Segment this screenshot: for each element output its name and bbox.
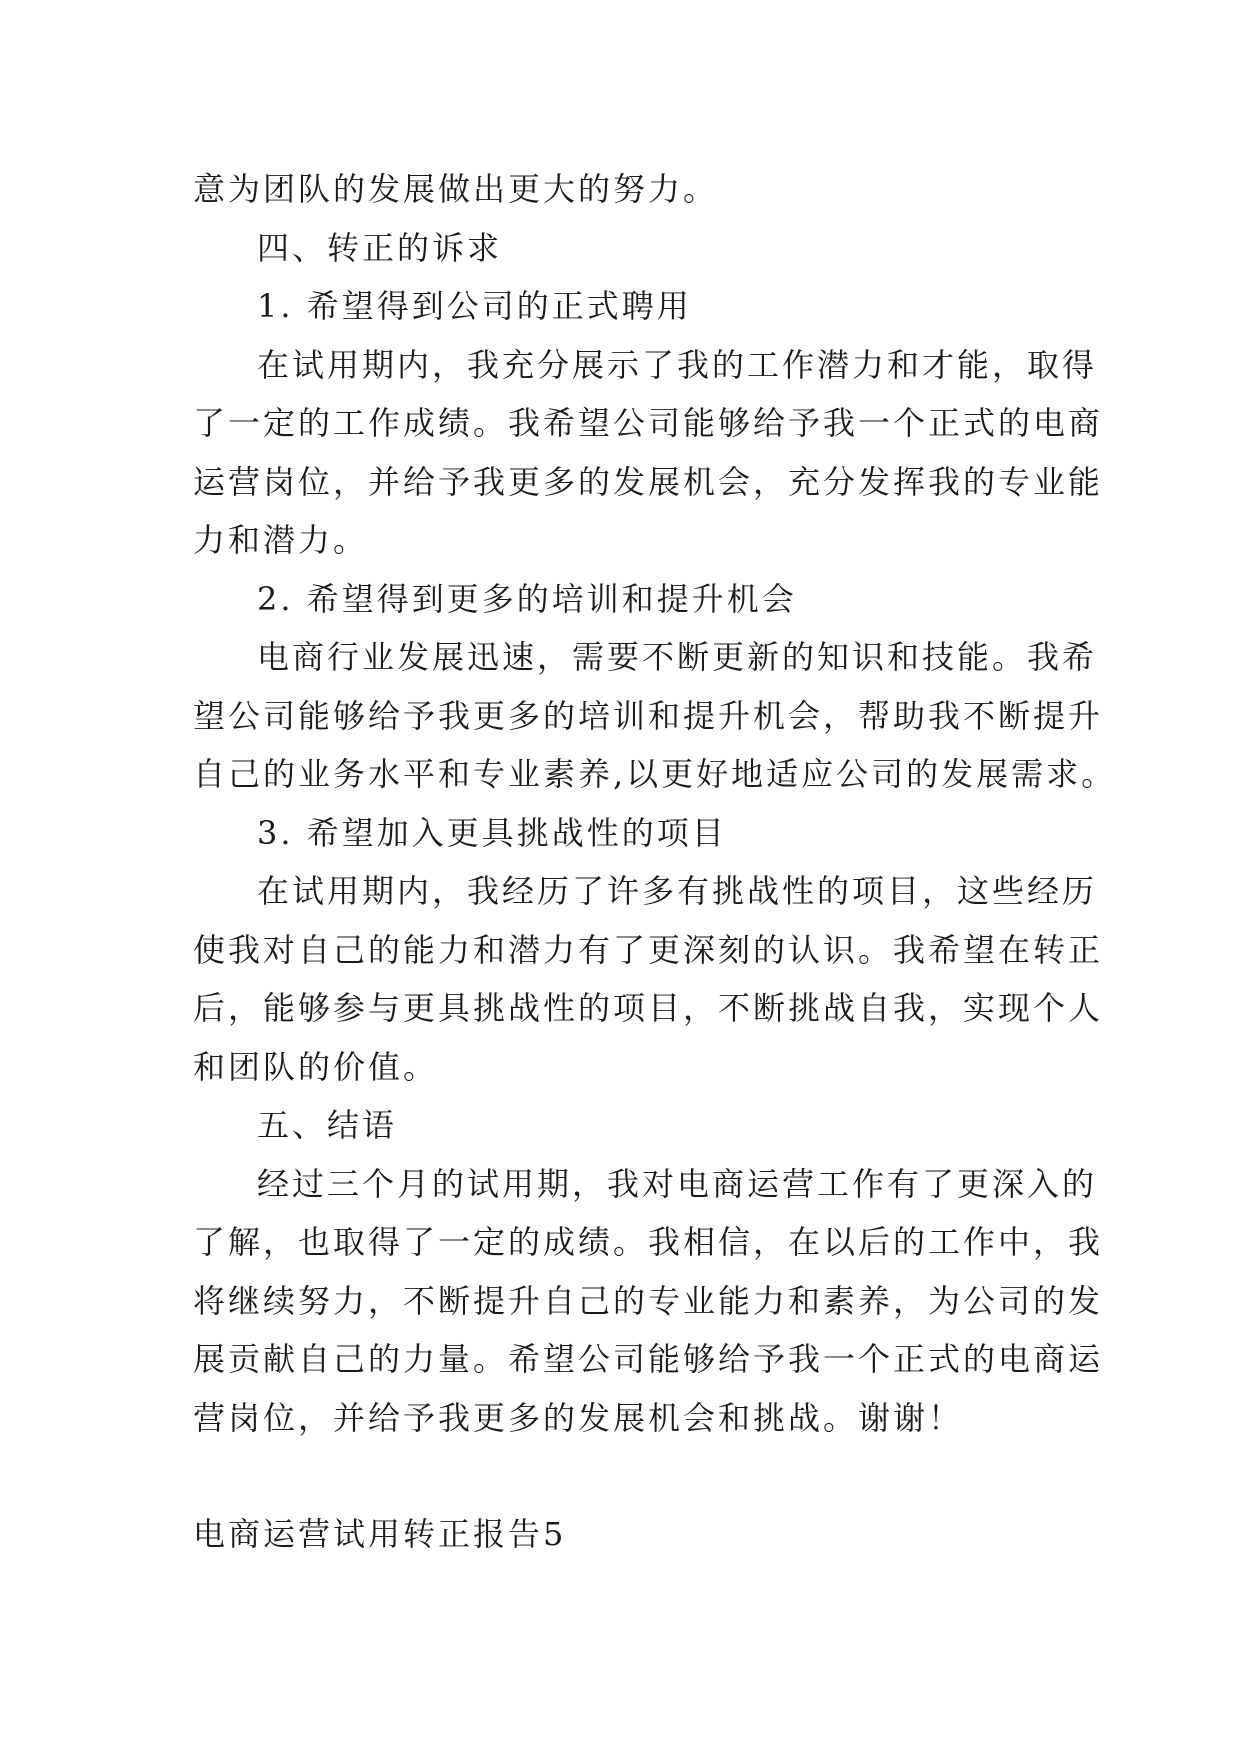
text-line: 后，能够参与更具挑战性的项目，不断挑战自我，实现个人 [193, 989, 1104, 1027]
text-line: 四、转正的诉求 [257, 228, 503, 267]
text-line: 电商行业发展迅速，需要不断更新的知识和技能。我希 [257, 638, 1098, 676]
text-line: 经过三个月的试用期，我对电商运营工作有了更深入的 [257, 1164, 1098, 1203]
next-section-title: 电商运营试用转正报告5 [193, 1515, 567, 1553]
text-line: 了解，也取得了一定的成绩。我相信，在以后的工作中，我 [193, 1223, 1104, 1261]
text-line: 意为团队的发展做出更大的努力。 [193, 170, 719, 208]
text-line: 五、结语 [257, 1106, 398, 1144]
text-line: 了一定的工作成绩。我希望公司能够给予我一个正式的电商 [193, 404, 1104, 442]
text-line: 自己的业务水平和专业素养,以更好地适应公司的发展需求。 [193, 755, 1117, 793]
text-line: 使我对自己的能力和潜力有了更深刻的认识。我希望在转正 [193, 930, 1104, 969]
document-page [193, 160, 1117, 1564]
text-line: 望公司能够给予我更多的培训和提升机会，帮助我不断提升 [193, 696, 1104, 735]
document-body [193, 160, 1117, 1447]
text-line: 在试用期内，我经历了许多有挑战性的项目，这些经历 [257, 872, 1098, 910]
text-line: 和团队的价值。 [193, 1047, 439, 1086]
text-line: 营岗位，并给予我更多的发展机会和挑战。谢谢！ [193, 1398, 964, 1437]
text-line: 运营岗位，并给予我更多的发展机会，充分发挥我的专业能 [193, 462, 1104, 501]
text-line: 力和潜力。 [193, 521, 369, 559]
text-line: 在试用期内，我充分展示了我的工作潜力和才能，取得 [257, 345, 1098, 384]
text-line: 将继续努力，不断提升自己的专业能力和素养，为公司的发 [193, 1281, 1104, 1320]
text-line: 1. 希望得到公司的正式聘用 [257, 287, 692, 325]
text-line: 3. 希望加入更具挑战性的项目 [257, 813, 727, 852]
text-line: 展贡献自己的力量。希望公司能够给予我一个正式的电商运 [193, 1340, 1104, 1378]
text-line: 2. 希望得到更多的培训和提升机会 [257, 579, 797, 618]
